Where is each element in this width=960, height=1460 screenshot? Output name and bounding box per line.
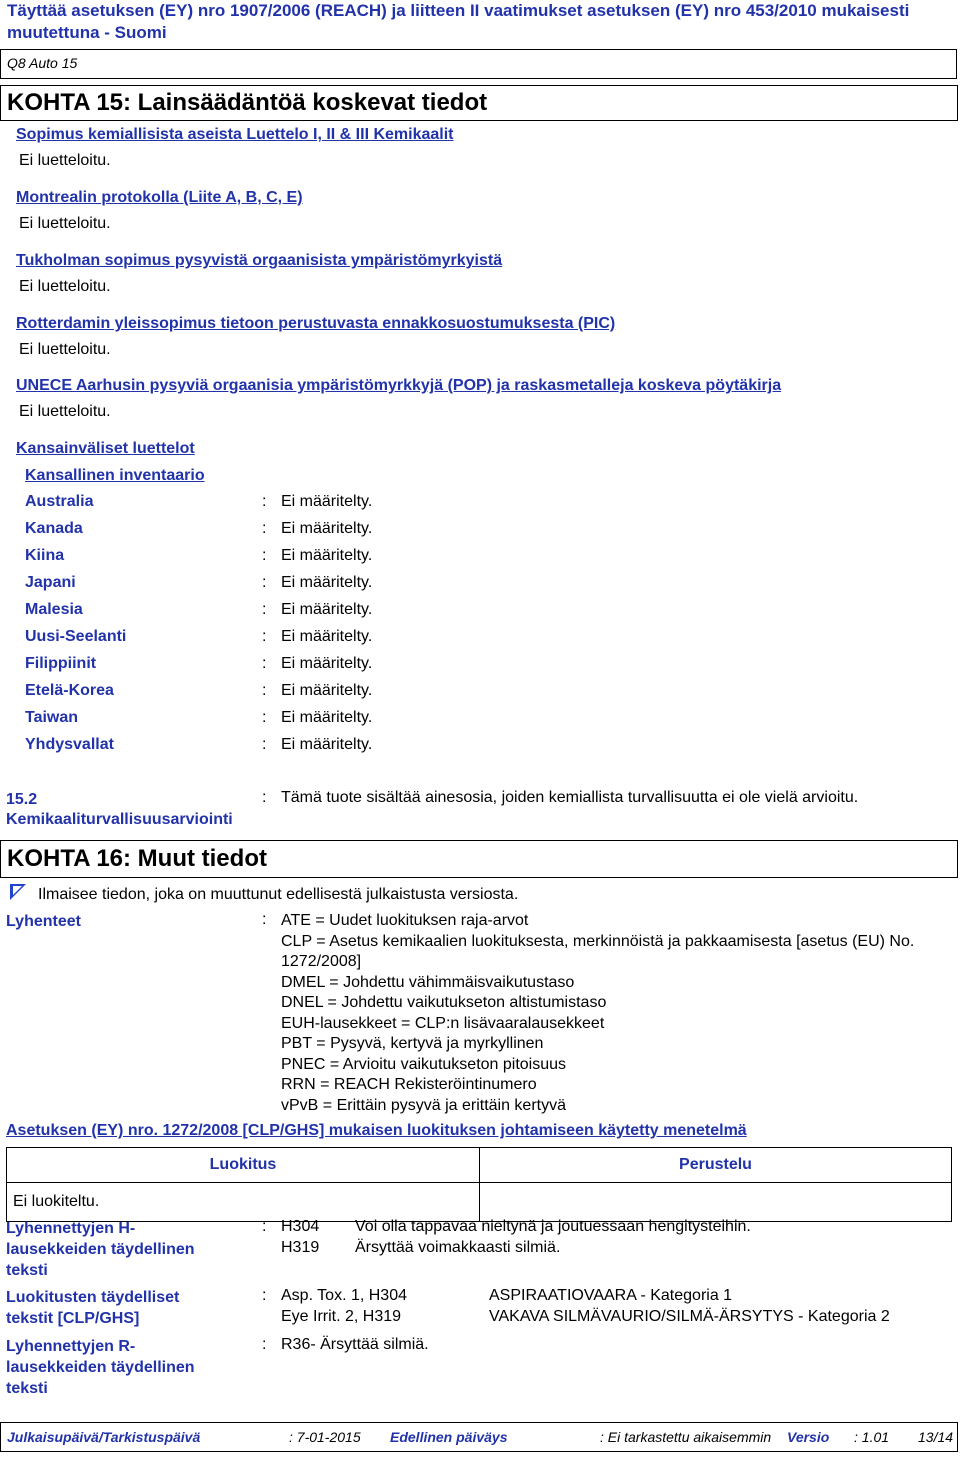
abbreviation-item: PBT = Pysyvä, kertyvä ja myrkyllinen: [281, 1035, 544, 1052]
clp-label-line: tekstit [CLP/GHS]: [6, 1310, 140, 1327]
csa-label-text: Kemikaaliturvallisuusarviointi: [6, 811, 233, 828]
abbreviation-item: ATE = Uudet luokituksen raja-arvot: [281, 912, 529, 929]
convention-value-stockholm: Ei luetteloitu.: [19, 278, 111, 295]
abbreviation-item: EUH-lausekkeet = CLP:n lisävaaralausekkeet: [281, 1014, 605, 1032]
table-cell-justification: [480, 1183, 952, 1222]
colon: :: [262, 1287, 267, 1304]
h-statement-code: H304: [281, 1218, 320, 1235]
page-footer: [0, 1422, 958, 1452]
h-statement-code: H319: [281, 1239, 320, 1256]
issue-date-label: Julkaisupäivä/Tarkistuspäivä: [7, 1429, 201, 1445]
previous-date-label: Edellinen päiväys: [390, 1429, 508, 1445]
colon: :: [262, 736, 267, 753]
intl-lists-heading: Kansainväliset luettelot: [16, 440, 195, 457]
r-statements-label-line: Lyhennettyjen R-: [6, 1338, 136, 1355]
clp-label-line: Luokitusten täydelliset: [6, 1289, 180, 1306]
inventory-value: Ei määritelty.: [281, 709, 373, 726]
clp-code: Eye Irrit. 2, H319: [281, 1308, 402, 1325]
inventory-country: Australia: [25, 493, 94, 510]
h-statements-label-line: lausekkeiden täydellinen: [6, 1241, 195, 1258]
colon: :: [262, 520, 267, 537]
abbreviation-item: RRN = REACH Rekisteröintinumero: [281, 1076, 537, 1093]
h-statement-text: Ärsyttää voimakkaasti silmiä.: [355, 1239, 561, 1256]
version-label: Versio: [787, 1429, 830, 1445]
colon: :: [262, 547, 267, 564]
colon: :: [262, 789, 267, 806]
clp-text: ASPIRAATIOVAARA - Kategoria 1: [489, 1287, 733, 1304]
abbreviation-item: CLP = Asetus kemikaalien luokituksesta, merkinnöistä ja pakkaamisesta [asetus (EU) No. 1272/2008]: [281, 932, 915, 970]
section-15-title: [0, 85, 958, 121]
inventory-country: Yhdysvallat: [25, 736, 114, 753]
csa-value: Tämä tuote sisältää ainesosia, joiden kemiallista turvallisuutta ei ole vielä arvioitu.: [281, 789, 859, 806]
convention-heading-stockholm: Tukholman sopimus pysyvistä orgaanisista ympäristömyrkyistä: [16, 252, 503, 269]
product-name: Q8 Auto 15: [7, 55, 78, 71]
change-marker-icon-inner: [13, 886, 22, 895]
inventory-country: Kiina: [25, 547, 65, 564]
product-name-box: [0, 49, 957, 79]
clp-code: Asp. Tox. 1, H304: [281, 1287, 407, 1304]
colon: :: [262, 682, 267, 699]
inventory-value: Ei määritelty.: [281, 682, 373, 699]
colon: :: [262, 574, 267, 591]
abbreviation-item: DMEL = Johdettu vähimmäisvaikutustaso: [281, 973, 575, 991]
convention-value-cwc: Ei luetteloitu.: [19, 152, 111, 169]
abbreviation-item: PNEC = Arvioitu vaikutukseton pitoisuus: [281, 1055, 567, 1073]
inventory-country: Filippiinit: [25, 655, 97, 672]
convention-value-unece: Ei luetteloitu.: [19, 403, 111, 420]
csa-label-number: 15.2: [6, 791, 38, 808]
section-16-title: [0, 840, 958, 878]
section-16-title-text: KOHTA 16: Muut tiedot: [7, 845, 267, 872]
convention-value-rotterdam: Ei luetteloitu.: [19, 341, 111, 358]
r-statements-label-line: teksti: [6, 1380, 48, 1397]
colon: :: [262, 709, 267, 726]
table-cell-classification: Ei luokiteltu.: [7, 1183, 480, 1222]
inventory-country: Etelä-Korea: [25, 682, 114, 699]
convention-heading-montreal: Montrealin protokolla (Liite A, B, C, E): [16, 189, 303, 206]
abbreviations-list: [281, 911, 941, 1116]
r-statement-value: R36- Ärsyttää silmiä.: [281, 1336, 429, 1353]
colon: :: [262, 493, 267, 510]
inventory-value: Ei määritelty.: [281, 574, 373, 591]
colon: :: [262, 1218, 267, 1235]
inventory-value: Ei määritelty.: [281, 601, 373, 618]
convention-heading-cwc: Sopimus kemiallisista aseista Luettelo I, II & III Kemikaalit: [16, 126, 454, 143]
change-note: Ilmaisee tiedon, joka on muuttunut edellisestä julkaistusta versiosta.: [38, 886, 519, 903]
issue-date-value: : 7-01-2015: [289, 1429, 361, 1445]
h-statements-label-line: Lyhennettyjen H-: [6, 1220, 136, 1237]
convention-heading-rotterdam: Rotterdamin yleissopimus tietoon perustuvasta ennakkosuostumuksesta (PIC): [16, 315, 616, 332]
abbreviation-item: vPvB = Erittäin pysyvä ja erittäin kertyvä: [281, 1096, 566, 1114]
inventory-country: Taiwan: [25, 709, 79, 726]
inventory-value: Ei määritelty.: [281, 736, 373, 753]
colon: :: [262, 1336, 267, 1353]
colon: :: [262, 628, 267, 645]
inventory-value: Ei määritelty.: [281, 547, 373, 564]
h-statements-label-line: teksti: [6, 1262, 48, 1279]
table-header-justification: Perustelu: [480, 1148, 952, 1183]
document-header-title: Täyttää asetuksen (EY) nro 1907/2006 (REACH) ja liitteen II vaatimukset asetuksen (EY) nro 453/2010 mukaisesti muutettuna - Suomi: [7, 1, 910, 42]
classification-table: [6, 1147, 952, 1222]
inventory-value: Ei määritelty.: [281, 655, 373, 672]
page-number: 13/14: [918, 1429, 954, 1445]
abbreviation-item: DNEL = Johdettu vaikutukseton altistumistaso: [281, 994, 607, 1011]
inventory-country: Kanada: [25, 520, 83, 537]
clp-text: VAKAVA SILMÄVAURIO/SILMÄ-ÄRSYTYS - Kategoria 2: [489, 1308, 890, 1325]
colon: :: [262, 911, 267, 928]
inventory-country: Malesia: [25, 601, 83, 618]
previous-date-value: : Ei tarkastettu aikaisemmin: [600, 1429, 772, 1445]
version-value: : 1.01: [854, 1429, 890, 1445]
h-statement-text: Voi olla tappavaa nieltynä ja joutuessaan hengitysteihin.: [355, 1218, 751, 1235]
inventory-value: Ei määritelty.: [281, 628, 373, 645]
convention-value-montreal: Ei luetteloitu.: [19, 215, 111, 232]
table-header-classification: Luokitus: [7, 1148, 480, 1183]
national-inventory-heading: Kansallinen inventaario: [25, 467, 205, 484]
abbreviations-label: Lyhenteet: [6, 913, 81, 930]
colon: :: [262, 601, 267, 618]
inventory-country: Uusi-Seelanti: [25, 628, 127, 645]
table-row: [7, 1183, 952, 1222]
colon: :: [262, 655, 267, 672]
inventory-country: Japani: [25, 574, 76, 591]
classification-method-heading: Asetuksen (EY) nro. 1272/2008 [CLP/GHS] mukaisen luokituksen johtamiseen käytetty menetelmä: [6, 1122, 747, 1139]
inventory-value: Ei määritelty.: [281, 520, 373, 537]
inventory-value: Ei määritelty.: [281, 493, 373, 510]
convention-heading-unece: UNECE Aarhusin pysyviä orgaanisia ympäristömyrkkyjä (POP) ja raskasmetalleja koskeva pöytäkirja: [16, 377, 782, 394]
r-statements-label-line: lausekkeiden täydellinen: [6, 1359, 195, 1376]
section-15-title-text: KOHTA 15: Lainsäädäntöä koskevat tiedot: [7, 89, 488, 116]
